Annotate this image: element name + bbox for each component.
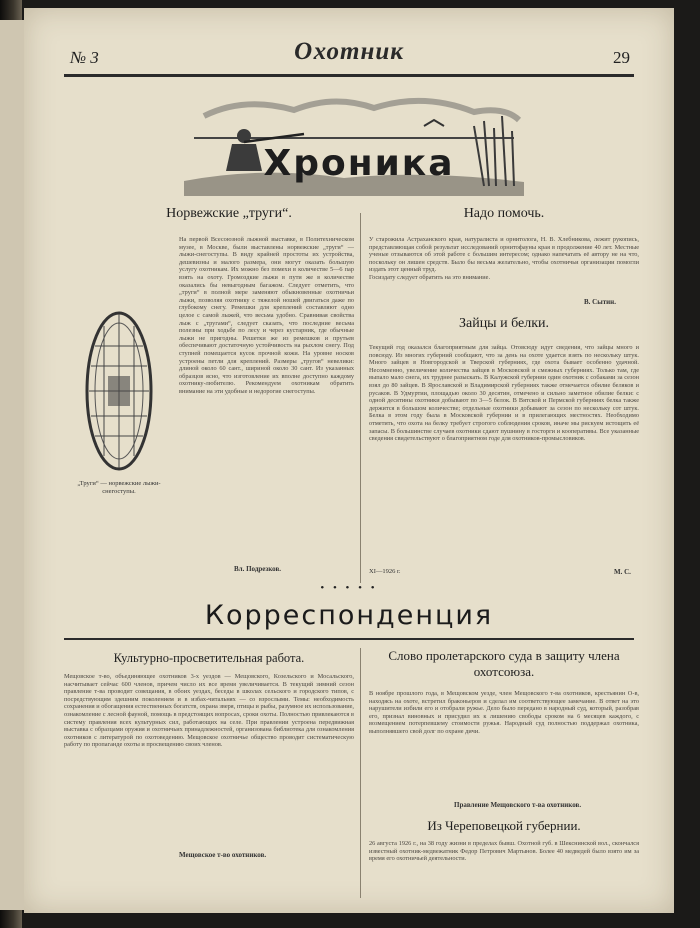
- article-heading: Из Череповецкой губернии.: [427, 818, 581, 833]
- article-signature: Вл. Подрезков.: [234, 565, 281, 573]
- magazine-page: [24, 8, 674, 913]
- article-body: У старожила Астраханского края, натуралиста и орнитолога, Н. В. Хлебникова, лежит рукопись, представляющая собой результат исследований орнитофауны края в продолжение 40 лет. Местные ученые отзываются об этой работе с большим интересом; однако напечатать её автору не на что, поскольку он лишен средств. Было бы весьма желательно, чтобы охотничьи организации помогли издать этот ценный труд. Госиздату следует обратить на это внимание.: [369, 236, 639, 281]
- article-signature: Правление Мещовского т-ва охотников.: [454, 801, 582, 809]
- section-ornament: • • • • •: [320, 582, 378, 594]
- article-body: Мещовское т-во, объединяющее охотников 3-х уездов — Мещовского, Козельского и Мосальского, насчитывает сейчас 600 членов, причем число их все время увеличивается. В текущий зимний сезон правление т-ва проводит совещания, в обоих уездах, беседы в школах сельского и городского типов, с посредствующим здешним поколением и в избах-читальнях — со взрослыми. Темы: необходимость сохранения и обогащения естественных богатств, охрана зверя, птицы и рыбы, разумное их использование, ознакомление с лесной фауной, помощь в предстоящих вопросах, сроки охоты. Полностью привлекаются в систему правления всех культурных сил, работающих на селе. При правлении устроена передвижная выставка с образцами оружия и охотничьих принадлежностей, организована библиотека для ознакомления охотников с литературой по охотоведению. Мещовское охотничье общество проводит систематическую работу по пропаганде охоты и просвещению своих членов.: [64, 673, 354, 749]
- article-body: На первой Всесоюзной лыжной выставке, в Политехническом музее, в Москве, были выставлены норвежские „труги“ — лыжи-снегоступы. В виду крайней простоты их устройства, дешевизны и малого размера, они могут оказать большую услугу охотникам. Их можно без помехи в количестве 5—6 пар взять на охоту. Громоздкие лыжи в пути же в количестве оказались бы невыгодным багажом. Следует отметить, что „труги“ в полной мере заменяют обыкновенные охотничьи лыжи, позволяя охотнику с тяжелой ношей двигаться даже по глубокому снегу. Ремешки для креплений составляют одно целое с самой лыжей, что весьма удобно. Сравнивая свойства лыж с „тругами“, следует сказать, что последние весьма полезны при ходьбе по лесу и через кустарник, где обычные лыжи не пригодны. Решетки же из ремешков и прутьев обеспечивают достаточную устойчивость на рыхлом снегу. Под ступней помещается кусок прочной кожи. На уровне носков устроены петли для креплений. Размеры „тругов“ невелики: длиной около 60 сант., шириной около 30 сант. Из указанных образцов ясно, что изготовление их вполне доступно каждому охотнику-любителю. Рекомендуем охотникам обратить внимание на эти удобные и недорогие снегоступы.: [64, 236, 354, 566]
- article-body: В ноябре прошлого года, в Мещовском уезде, член Мещовского т-ва охотников, крестьянин О-в, находясь на охоте, встретил браконьеров и сделал им соответствующее замечание. В ответ на это нарушители избили его и отобрали ружье. Дело было передано в народный суд, который, разобрав его, признал виновных и присудил их к лишению свободы сроком на 6 месяцев каждого, с возмещением потерпевшему стоимости ружья. Народный суд полностью поддержал охотника, выполнявшего свой долг по охране дичи.: [369, 690, 639, 735]
- figure-caption: „Труги“ — норвежские лыжи-снегоступы.: [77, 480, 161, 495]
- issue-number: № 3: [70, 48, 99, 67]
- article-heading: Слово пролетарского суда в защиту члена охотсоюза.: [388, 648, 620, 679]
- column-divider: [360, 213, 361, 583]
- article-signature: Мещовское т-во охотников.: [179, 851, 267, 859]
- article-signature: В. Сытин.: [584, 298, 616, 306]
- article-heading: Надо помочь.: [463, 206, 545, 221]
- section-rule: [64, 638, 634, 640]
- journal-title: Охотник: [294, 38, 404, 65]
- snowshoe-illustration: [64, 306, 174, 476]
- article-body: Текущий год оказался благоприятным для зайца. Отовсюду идут сведения, что зайцы много и повсюду. Из многих губерний сообщают, что за день на охоте удается взять по нескольку штук. Много зайцев в Новгородской и Тверской губерниях, где охота бывает особенно удачной. Несомненно, увеличение количества зайцев в Московской и смежных губерниях. Только там, где выпало мало снега, их труднее разыскать. В Калужской губернии один охотник с собаками за сезон взял до 80 зайцев. В Ярославской и Владимирской губерниях также отмечается обилие беляков и русаков. В Удмуртии, площадью около 30 десятин, отмечено и сильно заметное обилие белки: с одной десятины охотники добывают по 3—5 белок. В Вятской и Пермской губерниях белка также держится в большом количестве; отдельные охотники добывают за сезон по нескольку сот штук. Белка в этом году была в Московской губернии и в прилегающих местностях. Необходимо отметить, что охота на белку требует строгого соблюдения сроков, иначе мы рискуем истощить её запасы. В большинстве случаев охотники сдают пушнину в госторги и кооперативы. Все указанные сведения свидетельствуют о благоприятном годе для охотников-промысловиков.: [369, 344, 639, 443]
- article-heading: Культурно-просветительная работа.: [113, 651, 305, 665]
- left-page-edge: [0, 20, 27, 910]
- article-signature: М. С.: [614, 568, 631, 576]
- page-number: 29: [613, 48, 630, 67]
- article-heading: Зайцы и белки.: [458, 316, 550, 331]
- column-divider: [360, 648, 361, 898]
- header-rule: [64, 74, 634, 77]
- chronicle-title: Хроника: [263, 143, 455, 184]
- article-date: XI—1926 г.: [369, 568, 401, 575]
- correspondence-title: Корреспонденция: [204, 600, 494, 631]
- article-body: 26 августа 1926 г., на 38 году жизни в пределах бывш. Охотной губ. в Шекснинской вол., скончался известный охотник-медвежатник Федор Петрович Мартынов. Более 40 медведей было взято им за время его охотничьей деятельности.: [369, 840, 639, 863]
- article-heading: Норвежские „труги“.: [166, 206, 292, 221]
